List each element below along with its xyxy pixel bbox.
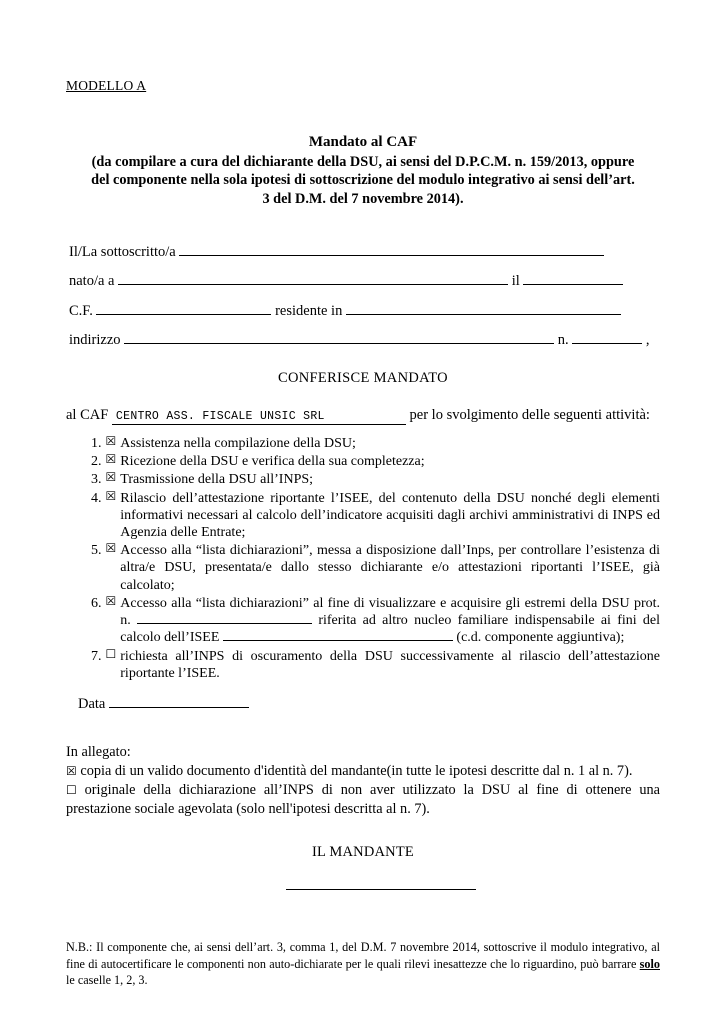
item-text: Rilascio dell’attestazione riportante l’ISEE, del contenuto della DSU nonché degli elementi informativi necessari al calcolo dell’indicatore acquisiti dagli archivi amministrativi di INPS ed Agenzia delle Entrate; (120, 490, 660, 540)
checkbox-item-5[interactable]: ☒ (105, 541, 117, 556)
item-text: richiesta all’INPS di oscuramento della DSU successivamente al rilascio dell’attestazione riportante l’ISEE. (120, 648, 660, 681)
caf-row (66, 407, 660, 425)
list-item (91, 595, 660, 647)
field-input-nato[interactable] (118, 273, 508, 285)
signature-input[interactable] (286, 879, 476, 890)
item-text: Ricezione della DSU e verifica della sua completezza; (120, 454, 425, 470)
page-title: Mandato al CAF (308, 134, 418, 150)
list-item (91, 471, 660, 488)
footnote-prefix: N.B.: Il componente che, ai sensi dell’art. 3, comma 1, del D.M. 7 novembre 2014, sottoscrive il modulo integrativo, al fine di autocertificare le componenti non auto-dichiarate per le quali rilevi inesattezze che lo riguardino, può barrare (66, 940, 660, 971)
field-suffix-comma: , (645, 332, 650, 349)
date-row (78, 696, 660, 713)
list-item (91, 542, 660, 594)
subtitle-line-3: 3 del D.M. del 7 novembre 2014). (262, 190, 464, 207)
field-input-n[interactable] (572, 332, 642, 344)
list-item (91, 453, 660, 470)
list-item (91, 648, 660, 682)
footnote-emphasis: solo (639, 956, 660, 971)
footnote-suffix: le caselle 1, 2, 3. (66, 973, 148, 988)
subtitle-line-2: del componente nella sola ipotesi di sottoscrizione del modulo integrativo ai sensi dell’art. (91, 172, 635, 189)
field-row-indirizzo (69, 332, 660, 348)
checkbox-item-3[interactable]: ☒ (105, 470, 117, 485)
document-body (66, 78, 660, 989)
field-input-residente[interactable] (346, 303, 621, 315)
checkbox-attachment-2[interactable]: ☐ (66, 782, 77, 797)
field-label-nato: nato/a a (69, 273, 115, 290)
subtitle-line-1: (da compilare a cura del dichiarante della DSU, ai sensi del D.P.C.M. n. 159/2013, oppure (91, 154, 635, 170)
item-number: 7. (91, 648, 102, 664)
nucleo-input[interactable] (223, 629, 453, 641)
item-text: Trasmissione della DSU all’INPS; (120, 472, 314, 488)
field-label-il: il (511, 273, 520, 290)
item-text: Assistenza nella compilazione della DSU; (120, 435, 356, 451)
document-subtitle (66, 153, 660, 208)
date-input[interactable] (109, 696, 249, 708)
field-row-cf (69, 303, 660, 319)
caf-name-input[interactable]: CENTRO ASS. FISCALE UNSIC SRL (112, 410, 406, 425)
signature-line-row (66, 877, 660, 895)
form-fields (66, 244, 660, 348)
attachments-label: In allegato: (66, 743, 131, 760)
checkbox-item-7[interactable]: ☐ (105, 646, 117, 661)
date-label: Data (78, 695, 106, 712)
attachment-row-2 (66, 781, 660, 819)
field-input-sottoscritto[interactable] (179, 244, 604, 256)
field-row-nato (69, 273, 660, 289)
document-header-label: MODELLO A (66, 78, 147, 93)
list-item (91, 435, 660, 452)
field-label-n: n. (557, 332, 569, 349)
activities-list (66, 435, 660, 682)
field-row-sottoscritto (69, 244, 660, 260)
item-number: 5. (91, 543, 102, 559)
item-number: 4. (91, 490, 102, 506)
attachment-text-2: originale della dichiarazione all’INPS di non aver utilizzato la DSU al fine di ottenere una prestazione sociale agevolata (solo nell'ipotesi descritta al n. 7). (66, 781, 660, 817)
item-text: Accesso alla “lista dichiarazioni” al fine di visualizzare e acquisire gli estremi della DSU prot. n. riferita ad altro nucleo familiare indispensabile ai fini del calcolo dell’ISEE (c.d. componente aggiuntiva); (120, 595, 661, 646)
item-number: 2. (91, 454, 102, 470)
caf-prefix-label: al CAF (66, 406, 109, 423)
field-label-indirizzo: indirizzo (69, 332, 121, 349)
item-number: 1. (91, 435, 102, 451)
item-number: 3. (91, 472, 102, 488)
field-label-sottoscritto: Il/La sottoscritto/a (69, 243, 176, 260)
checkbox-item-6[interactable]: ☒ (105, 593, 117, 608)
field-label-cf: C.F. (69, 302, 93, 319)
field-label-residente: residente in (275, 302, 343, 319)
caf-suffix-label: per lo svolgimento delle seguenti attività: (409, 406, 650, 423)
signature-label: IL MANDANTE (312, 844, 414, 861)
field-input-indirizzo[interactable] (124, 332, 554, 344)
attachment-row-1 (66, 762, 660, 781)
attachments-section (66, 743, 660, 818)
list-item (91, 490, 660, 542)
item-text: Accesso alla “lista dichiarazioni”, messa a disposizione dall’Inps, per controllare l’esistenza di altra/e DSU, presentata/e dallo stesso dichiarante e/o attestazioni riportanti l’ISEE, già calcolato; (120, 543, 660, 593)
field-input-il[interactable] (523, 273, 623, 285)
item-number: 6. (91, 595, 102, 611)
checkbox-item-2[interactable]: ☒ (105, 452, 117, 467)
footnote (66, 939, 660, 988)
conferisce-mandato-heading: CONFERISCE MANDATO (278, 369, 448, 386)
checkbox-item-1[interactable]: ☒ (105, 433, 117, 448)
field-input-cf[interactable] (96, 303, 271, 315)
checkbox-item-4[interactable]: ☒ (105, 488, 117, 503)
attachment-text-1: copia di un valido documento d'identità del mandante(in tutte le ipotesi descritte dal n. 1 al n. 7). (80, 762, 633, 779)
checkbox-attachment-1[interactable]: ☒ (66, 763, 77, 778)
prot-n-input[interactable] (137, 612, 312, 624)
